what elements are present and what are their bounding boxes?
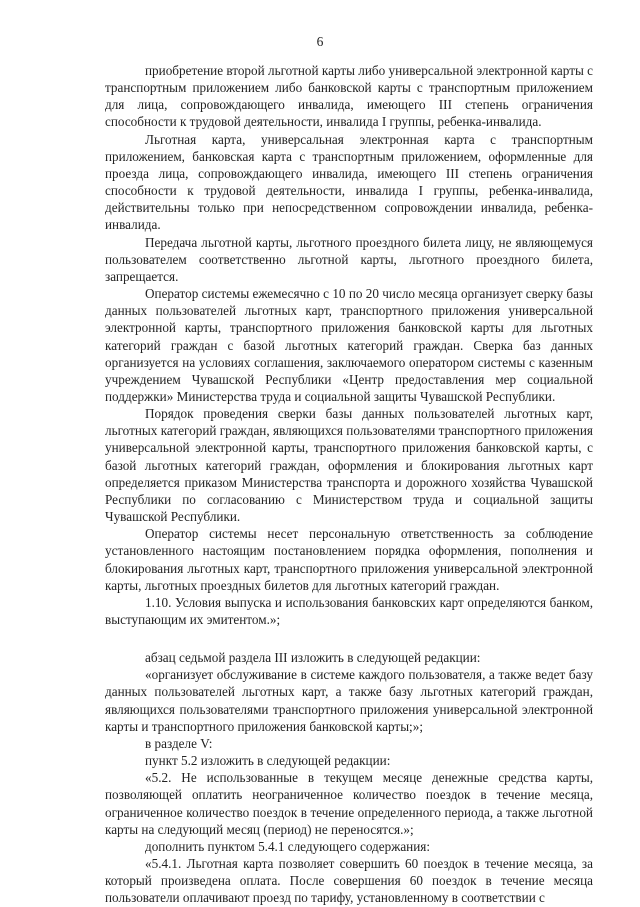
paragraph-point-5-4-1-text: «5.4.1. Льготная карта позволяет совершить 60 поездок в течение месяца, за который произведена оплата. После совершения 60 поездок в течение месяца пользователи оплачивают проезд по тарифу, установленному в соответствии с bbox=[105, 856, 593, 906]
paragraph-companion-card-validity: Льготная карта, универсальная электронная карта с транспортным приложением, банковская карта с транспортным приложением, оформленные для проезда лица, сопровождающего инвалида, имеющего III степень ограничения способности к трудовой деятельности, инвалида I группы, ребенка-инвалида, действительны только при непосредственном сопровождении инвалида, ребенка-инвалида. bbox=[105, 131, 593, 233]
paragraph-section-v-heading: в разделе V: bbox=[145, 735, 213, 751]
paragraph-section-iii-text: «организует обслуживание в системе каждого пользователя, а также ведет базу данных пользователей льготных карт, а также базу льготных категорий граждан, являющихся пользователями транспортного приложения универсальной электронной карты и транспортного приложения банковской карты;»; bbox=[105, 667, 593, 734]
paragraph-operator-responsibility: Оператор системы несет персональную ответственность за соблюдение установленного настоящим постановлением порядка оформления, пополнения и блокирования льготных карт, транспортного приложения универсальной электронной карты, льготных проездных билетов для льготных категорий граждан. bbox=[105, 526, 593, 593]
paragraph-transfer-prohibited: Передача льготной карты, льготного проездного билета лицу, не являющемуся пользователем соответственно льготной карты, льготного проездного билета, запрещается. bbox=[105, 234, 593, 284]
paragraph-section-iii-amendment: абзац седьмой раздела III изложить в следующей редакции: bbox=[145, 650, 481, 666]
paragraph-continuation: приобретение второй льготной карты либо универсальной электронной карты с транспортным приложением либо банковской карты с транспортным приложением для лица, сопровождающего инвалида, имеющего III степень ограничения способности к трудовой деятельности, инвалида I группы, ребенка-инвалида. bbox=[105, 63, 593, 130]
paragraph-point-5-2-text: «5.2. Не использованные в текущем месяце денежные средства карты, позволяющей оплатить неограниченное количество поездок в течение месяца, ограниченное количество поездок в течение определенного периода, а также льготной карты на следующий месяц (период) не переносятся.»; bbox=[105, 770, 593, 837]
paragraph-point-5-2-intro: пункт 5.2 изложить в следующей редакции: bbox=[145, 753, 391, 769]
document-body bbox=[105, 62, 593, 907]
page-number: 6 bbox=[316, 34, 324, 49]
paragraph-bank-card-conditions: 1.10. Условия выпуска и использования банковских карт определяются банком, выступающим их эмитентом.»; bbox=[105, 594, 593, 627]
paragraph-point-5-4-1-intro: дополнить пунктом 5.4.1 следующего содержания: bbox=[145, 838, 431, 854]
paragraph-reconciliation-procedure: Порядок проведения сверки базы данных пользователей льготных карт, льготных категорий граждан, являющихся пользователями транспортного приложения универсальной электронной карты, транспортного приложения банковской карты, с базой льготных категорий граждан, оформления и блокирования льготных карт определяется приказом Министерства транспорта и дорожного хозяйства Чувашской Республики по согласованию с Министерством труда и социальной защиты Чувашской Республики. bbox=[105, 406, 593, 525]
paragraph-database-reconciliation: Оператор системы ежемесячно с 10 по 20 число месяца организует сверку базы данных пользователей льготных карт, транспортного приложения универсальной электронной карты, транспортного приложения банковской карты для льготных категорий граждан с базой льготных категорий граждан. Сверка баз данных организуется на условиях соглашения, заключаемого оператором системы с казенным учреждением Чувашской Республики «Центр предоставления мер социальной поддержки» Министерства труда и социальной защиты Чувашской Республики. bbox=[105, 286, 593, 404]
